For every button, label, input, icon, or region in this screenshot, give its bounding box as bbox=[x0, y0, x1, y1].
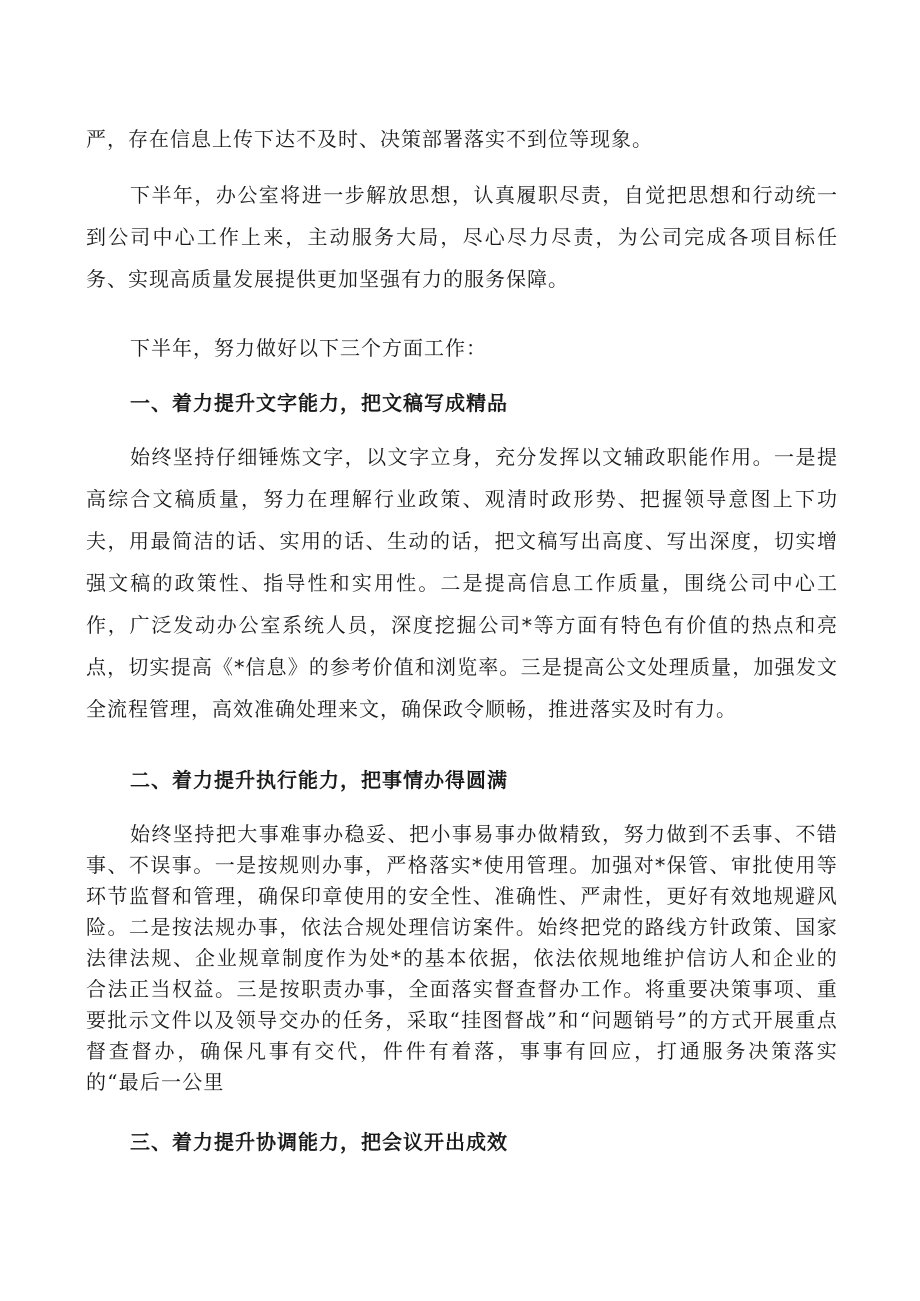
paragraph-continued: 严，存在信息上传下达不及时、决策部署落实不到位等现象。 bbox=[86, 127, 653, 151]
paragraph-three-aspects: 下半年，努力做好以下三个方面工作： bbox=[130, 336, 487, 360]
paragraph-second-half-plan: 下半年，办公室将进一步解放思想，认真履职尽责，自觉把思想和行动统一到公司中心工作上来，主动服务大局，尽心尽力尽责，为公司完成各项目标任务、实现高质量发展提供更加坚强有力的服务保障。 bbox=[86, 183, 838, 291]
section-heading-coordination: 三、着力提升协调能力，把会议开出成效 bbox=[130, 1130, 508, 1154]
paragraph-section-writing: 始终坚持仔细锤炼文字，以文字立身，充分发挥以文辅政职能作用。一是提高综合文稿质量，努力在理解行业政策、观清时政形势、把握领导意图上下功夫，用最简洁的话、实用的话、生动的话，把文稿写出高度、写出深度，切实增强文稿的政策性、指导性和实用性。二是提高信息工作质量，围绕公司中心工作，广泛发动办公室系统人员，深度挖掘公司*等方面有特色有价值的热点和亮点，切实提高《*信息》的参考价值和浏览率。三是提高公文处理质量，加强发文全流程管理，高效准确处理来文，确保政令顺畅，推进落实及时有力。 bbox=[86, 445, 838, 721]
section-heading-execution: 二、着力提升执行能力，把事情办得圆满 bbox=[130, 768, 508, 792]
paragraph-section-execution: 始终坚持把大事难事办稳妥、把小事易事办做精致，努力做到不丢事、不错事、不误事。一是按规则办事，严格落实*使用管理。加强对*保管、审批使用等环节监督和管理，确保印章使用的安全性、准确性、严肃性，更好有效地规避风险。二是按法规办事，依法合规处理信访案件。始终把党的路线方针政策、国家法律法规、企业规章制度作为处*的基本依据，依法依规地维护信访人和企业的合法正当权益。三是按职责办事，全面落实督查督办工作。将重要决策事项、重要批示文件以及领导交办的任务，采取“挂图督战”和“问题销号”的方式开展重点督查督办，确保凡事有交代，件件有着落，事事有回应，打通服务决策落实的“最后一公里 bbox=[86, 822, 838, 1094]
section-heading-writing: 一、着力提升文字能力，把文稿写成精品 bbox=[130, 391, 508, 415]
